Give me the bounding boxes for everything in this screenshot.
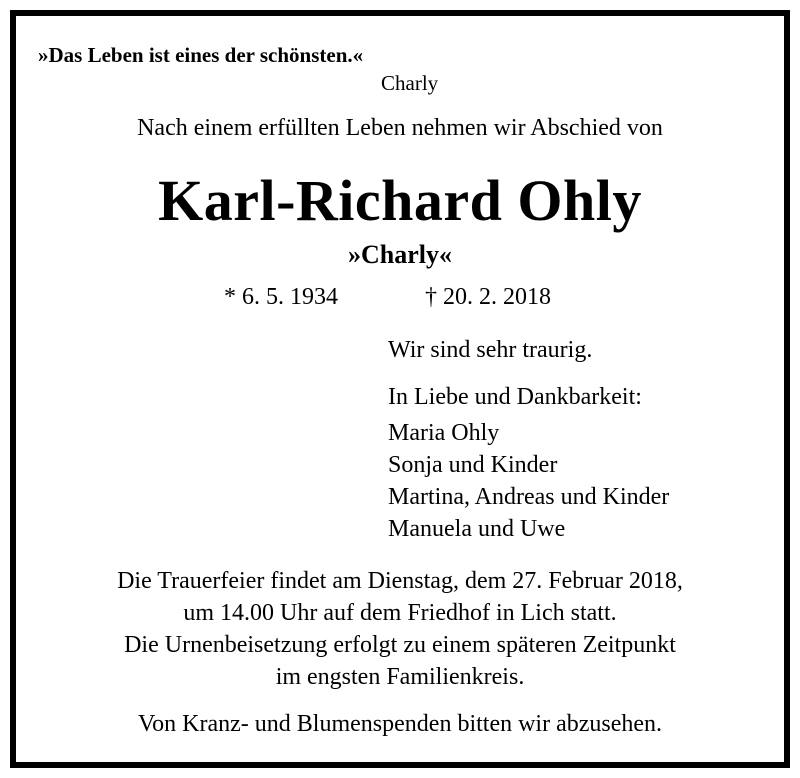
mourner-name: Martina, Andreas und Kinder — [388, 484, 670, 510]
funeral-info-line: Die Urnenbeisetzung erfolgt zu einem späteren Zeitpunkt — [124, 632, 676, 658]
birth-date: * 6. 5. 1934 — [224, 284, 338, 310]
mourners-list — [388, 417, 669, 545]
deceased-nickname: »Charly« — [348, 240, 452, 269]
intro-text: Nach einem erfüllten Leben nehmen wir Abschied von — [137, 115, 663, 141]
funeral-info-line: im engsten Familienkreis. — [275, 664, 525, 690]
mourner-name: Manuela und Uwe — [388, 516, 566, 542]
funeral-info — [0, 565, 800, 693]
death-date: † 20. 2. 2018 — [425, 284, 551, 310]
thanks-heading: In Liebe und Dankbarkeit: — [388, 384, 642, 410]
motto-author: Charly — [381, 71, 439, 95]
donation-request: Von Kranz- und Blumenspenden bitten wir abzusehen. — [137, 711, 663, 737]
mourner-name: Sonja und Kinder — [388, 452, 558, 478]
mourner-name: Maria Ohly — [388, 420, 500, 446]
mourning-sentiment: Wir sind sehr traurig. — [388, 337, 593, 363]
funeral-info-line: Die Trauerfeier findet am Dienstag, dem 27. Februar 2018, — [117, 568, 683, 594]
motto-quote: »Das Leben ist eines der schönsten.« — [38, 43, 364, 67]
funeral-info-line: um 14.00 Uhr auf dem Friedhof in Lich statt. — [183, 600, 617, 626]
deceased-name: Karl-Richard Ohly — [158, 168, 642, 233]
